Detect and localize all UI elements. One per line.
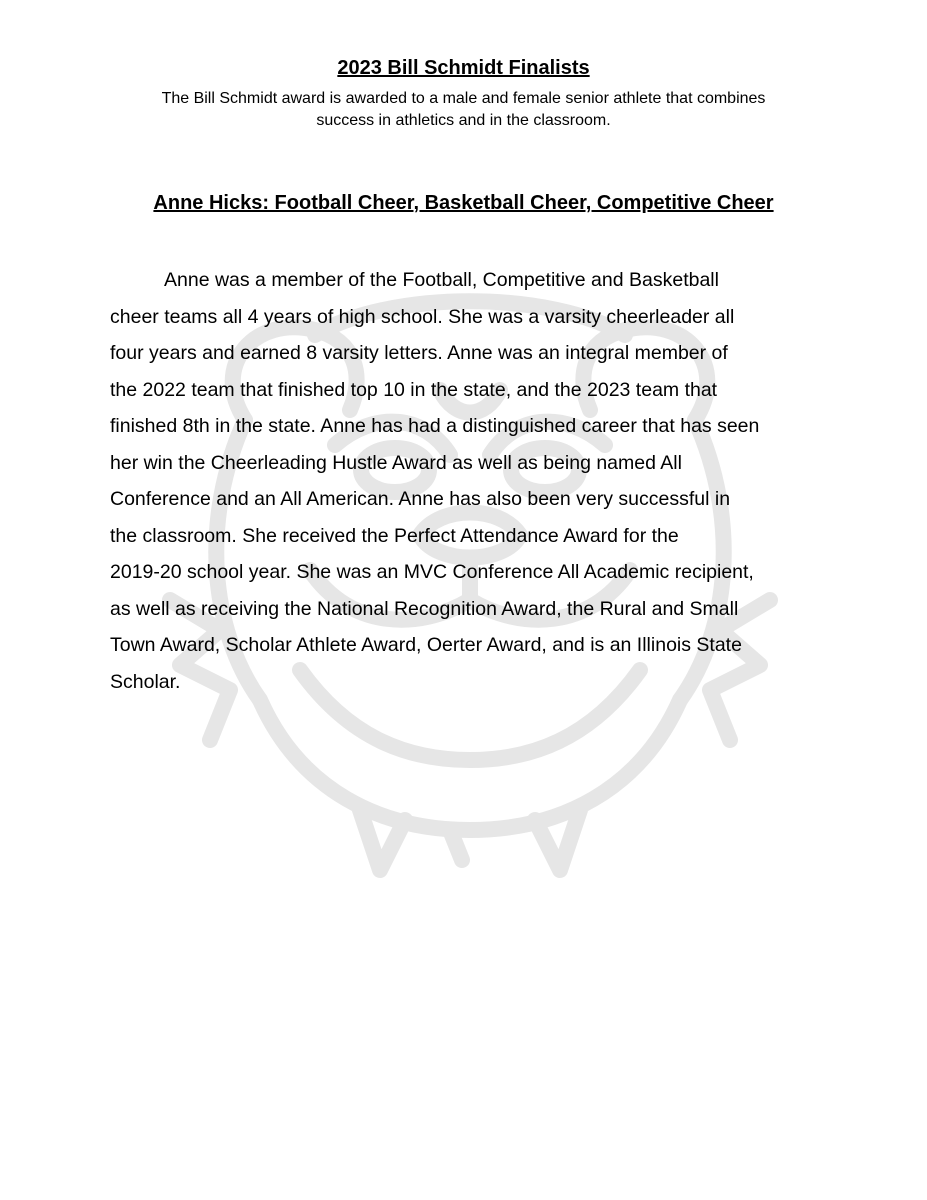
bio-line: 2019-20 school year. She was an MVC Conference All Academic recipient, <box>110 561 754 583</box>
bio-line: finished 8th in the state. Anne has had a distinguished career that has seen <box>110 415 760 437</box>
page-title: 2023 Bill Schmidt Finalists <box>337 57 590 79</box>
award-description <box>100 88 827 132</box>
bio-line: Town Award, Scholar Athlete Award, Oerter Award, and is an Illinois State <box>110 634 742 656</box>
bio-line: her win the Cheerleading Hustle Award as well as being named All <box>110 451 682 474</box>
bio-line: the 2022 team that finished top 10 in the state, and the 2023 team that <box>110 378 718 401</box>
bio-line: Conference and an All American. Anne has also been very successful in <box>110 488 731 510</box>
award-description-line: success in athletics and in the classroom. <box>316 112 611 129</box>
bio-line: Anne was a member of the Football, Competitive and Basketball <box>164 269 719 291</box>
bio-line: the classroom. She received the Perfect Attendance Award for the <box>110 524 679 547</box>
award-description-line: The Bill Schmidt award is awarded to a male and female senior athlete that combines <box>161 90 766 107</box>
bio-line: four years and earned 8 varsity letters. Anne was an integral member of <box>110 342 728 364</box>
bio-line: as well as receiving the National Recognition Award, the Rural and Small <box>110 597 739 620</box>
bio-line: cheer teams all 4 years of high school. She was a varsity cheerleader all <box>110 305 735 328</box>
athlete-heading: Anne Hicks: Football Cheer, Basketball Cheer, Competitive Cheer <box>153 192 774 214</box>
athlete-bio <box>110 262 830 700</box>
bio-line: Scholar. <box>110 670 181 693</box>
